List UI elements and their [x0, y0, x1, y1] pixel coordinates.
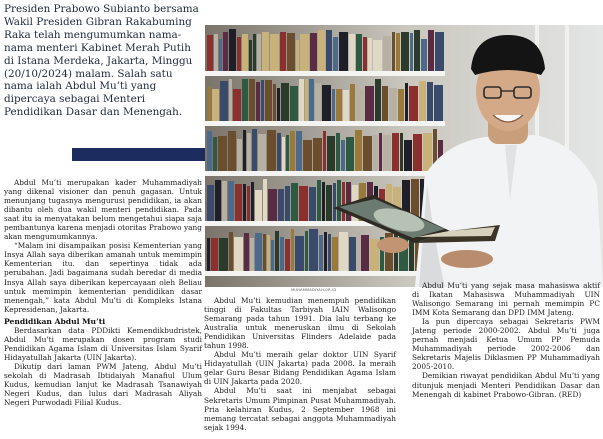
paragraph: Abdul Mu’ti yang sejak masa mahasiswa aktif di Ikatan Mahasiswa Muhammadiyah UIN Walisongo Semarang ini pernah memimpin PC IMM Kota Semarang dan DPD IMM Jateng.	[412, 281, 600, 318]
article-photo	[205, 25, 603, 287]
paragraph: Ia pun dipercaya sebagai Sekretaris PWM Jateng periode 2000-2002. Abdul Mu’ti juga pernah menjadi Ketua Umum PP Pemuda Muhammadiyah periode 2002-2006 dan Sekretaris Majelis Diklasmen PP Muhammadiyah 2005-2010.	[412, 317, 600, 372]
article-column-3	[412, 281, 600, 399]
paragraph: Demikian riwayat pendidikan Abdul Mu’ti yang ditunjuk menjadi Menteri Pendidikan Dasar dan Menengah di kabinet Prabowo-Gibran. (RED)	[412, 371, 600, 399]
paragraph: Dikutip dari laman PWM Jateng, Abdul Mu’ti sekolah di Madrasah Ibtidaiyah Manafiul Ulum Kudus, kemudian lanjut ke Madrasah Tsanawiyah Negeri Kudus, dan lulus dari Madrasah Aliyah Negeri Purwodadi Filial Kudus.	[4, 361, 202, 408]
paragraph: Abdul Mu’ti saat ini menjabat sebagai Sekretaris Umum Pimpinan Pusat Muhammadiyah. Pria kelahiran Kudus, 2 September 1968 ini memang tercatat sebagai anggota Muhammadiyah sejak 1994.	[204, 386, 396, 432]
paragraph: Abdul Mu’ti meraih gelar doktor UIN Syarif Hidayatullah (UIN Jakarta) pada 2008. Ia meraih gelar Guru Besar Bidang Pendidikan Agama Islam di UIN Jakarta pada 2020.	[204, 350, 396, 387]
photo-credit: MUHAMMADIYAH.OR.ID	[291, 288, 337, 292]
lead-text: Presiden Prabowo Subianto bersama Wakil Presiden Gibran Rakabuming Raka telah mengumumkan nama-nama menteri Kabinet Merah Putih di Istana Merdeka, Jakarta, Minggu (20/10/2024) malam. Salah satu nama ialah Abdul Mu’ti yang dipercaya sebagai Menteri Pendidikan Dasar dan Menengah.	[4, 3, 199, 119]
article-lead	[4, 3, 200, 119]
accent-bar	[72, 148, 205, 161]
section-heading: Pendidikan Abdul Mu’ti	[4, 316, 106, 326]
paragraph: Abdul Mu’ti merupakan kader Muhammadiyah yang dikenal visioner dan penuh gagasan. Untuk menunjang tugasnya mengurusi pendidikan, ia akan dibantu oleh dua wakil menteri pendidikan. Pada saat itu ia menyatakan belum mengetahui siapa saja pembantunya karena menjadi otoritas Prabowo yang akan mengumumkannya.	[4, 178, 202, 242]
paragraph: Abdul Mu’ti kemudian menempuh pendidikan tinggi di Fakultas Tarbiyah IAIN Walisongo Semarang pada tahun 1991. Dia lalu terbang ke Australia untuk meneruskan ilmu di Sekolah Pendidikan Universitas Flinders Adelaide pada tahun 1998.	[204, 296, 396, 351]
article-column-2	[204, 296, 396, 432]
paragraph: “Malam ini disampaikan posisi Kementerian yang Insya Allah saya diberikan amanah untuk memimpin Kementerian itu. dan sepertinya tidak ada perubahan. Jadi bagaimana sudah beredar di media Insya Allah saya diberikan kepercayaan oleh Beliau untuk memimpin kementerian pendidikan dasar menengah,” kata Abdul Mu’ti di Kompleks Istana Kepresidenan, Jakarta.	[4, 241, 202, 314]
article-column-1	[4, 178, 202, 407]
paragraph: Berdasarkan data PDDikti Kemendikbudristek, Abdul Mu’ti merupakan dosen program studi Pendidikan Agama Islam di Universitas Islam Syarif Hidayatullah Jakarta (UIN Jakarta).	[4, 325, 202, 362]
